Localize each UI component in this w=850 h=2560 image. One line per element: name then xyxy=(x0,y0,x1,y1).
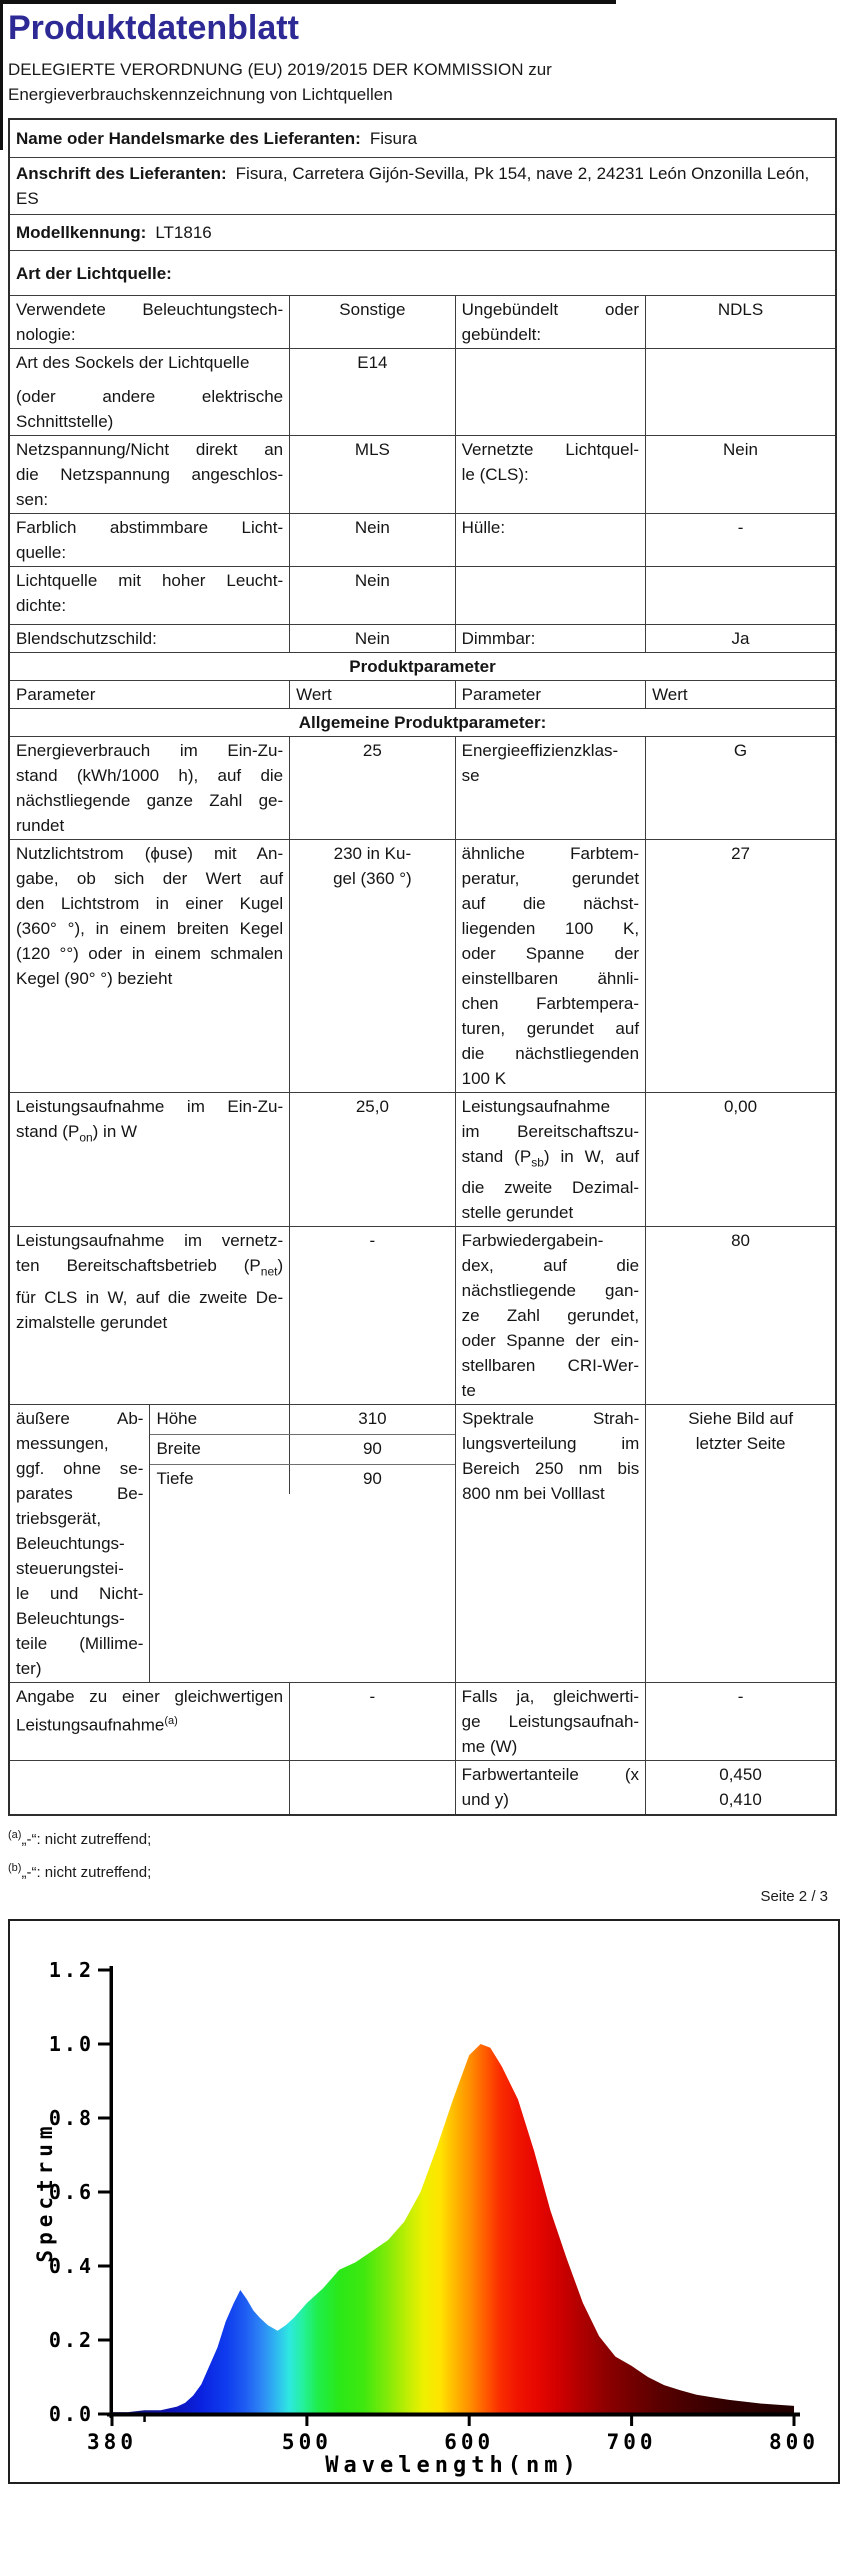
param-label xyxy=(10,737,289,839)
dimension-name: Tiefe xyxy=(156,1469,194,1489)
supplier-address-value: Fisura, Carretera Gijón-Sevilla, Pk 154, nave 2, 24231 León Onzonilla León, ES xyxy=(16,164,810,208)
light-source-type-row xyxy=(10,250,835,295)
footnote-b: $^{(b)}$„-“: nicht zutreffend; xyxy=(8,1862,152,1882)
param-label xyxy=(10,296,289,348)
param-value: NDLS xyxy=(645,296,835,348)
dimension-name: Breite xyxy=(156,1439,201,1459)
section-header-general-params: Allgemeine Produktparameter: xyxy=(10,708,835,736)
text-line: Siehe Bild auf xyxy=(688,1409,794,1429)
table-row-useful-flux xyxy=(10,839,835,1092)
param-label xyxy=(455,296,645,348)
table-row-on-mode-power xyxy=(10,1092,835,1226)
text-line: ge Leistungsaufnah- xyxy=(461,1712,640,1732)
text-line: triebsgerät, xyxy=(16,1509,102,1529)
text-line: lungsverteilung im xyxy=(462,1434,640,1454)
param-value: 80 xyxy=(645,1227,835,1404)
text-line: stellbaren CRI-Wer- xyxy=(461,1356,640,1376)
empty-cell xyxy=(645,349,835,435)
param-value xyxy=(645,1405,835,1682)
text-line: stelle gerundet xyxy=(461,1203,574,1223)
text-line: zimalstelle gerundet xyxy=(16,1312,168,1332)
empty-cell xyxy=(289,1761,455,1814)
text-line: Angabe zu einer gleichwertigen xyxy=(16,1687,284,1707)
text-line: Energieeffizienzklas- xyxy=(461,741,619,760)
subscript: net xyxy=(260,1264,278,1279)
param-value: 25 xyxy=(289,737,455,839)
empty-cell xyxy=(10,1761,289,1814)
text-line: ze Zahl gerundet, xyxy=(461,1306,640,1326)
datasheet-table xyxy=(8,118,837,1816)
text-line: dex, auf die xyxy=(461,1256,640,1276)
param-label: Blendschutzschild: xyxy=(16,629,157,648)
section-header-product-params: Produktparameter xyxy=(10,652,835,680)
text-line: te xyxy=(461,1381,476,1401)
text-line: Spektrale Strah- xyxy=(462,1409,640,1429)
text-line: (360° °), in einem breiten Kegel xyxy=(16,919,284,938)
text-line: Lichtquelle mit hoher Leucht- xyxy=(16,571,284,590)
param-value: - xyxy=(289,1683,455,1760)
text-line: le (CLS): xyxy=(461,465,529,484)
y-axis-label: Spectrum xyxy=(33,2121,57,2263)
svg-text:1.0: 1.0 xyxy=(48,2032,94,2057)
text-line: gabe, ob sich der Wert auf xyxy=(16,869,284,888)
table-row-energy-consumption xyxy=(10,736,835,839)
text-line: (oder andere elektrische xyxy=(16,387,284,406)
text-line: parates Be- xyxy=(16,1484,144,1504)
param-value: E14 xyxy=(289,349,455,435)
text-line: Bereich 250 nm bis xyxy=(462,1459,640,1479)
param-value: Nein xyxy=(289,514,455,566)
model-id-label: Modellkennung: xyxy=(16,223,147,242)
text-line: Art des Sockels der Lichtquelle xyxy=(16,353,250,372)
table-row-color-tunable xyxy=(10,513,835,566)
text-line: oder Spanne der xyxy=(461,944,640,963)
supplier-name-label: Name oder Handelsmarke des Lieferanten: xyxy=(16,129,361,148)
svg-text:0.6: 0.6 xyxy=(48,2180,94,2205)
column-header: Wert xyxy=(289,681,455,708)
svg-text:700: 700 xyxy=(606,2430,657,2455)
text-line: gebündelt: xyxy=(461,325,542,344)
regulation-subtitle-line2: Energieverbrauchskennzeichnung von Lichtquellen xyxy=(8,85,393,104)
text-line: Beleuchtungs- xyxy=(16,1609,125,1629)
dimensions-label xyxy=(10,1405,149,1682)
param-label xyxy=(455,1405,645,1682)
supplier-name-value: Fisura xyxy=(369,129,418,148)
light-source-type-label: Art der Lichtquelle: xyxy=(16,263,172,283)
footnote-ref: (a) xyxy=(164,1715,178,1728)
text-line: Netzspannung/Nicht direkt an xyxy=(16,440,284,459)
spectrum-chart-figure xyxy=(8,1919,840,2484)
param-label xyxy=(455,1761,645,1814)
table-row-socket xyxy=(10,348,835,435)
svg-text:0.0: 0.0 xyxy=(48,2402,94,2427)
text-line: dichte: xyxy=(16,596,67,615)
svg-text:0.2: 0.2 xyxy=(48,2328,94,2353)
subscript: sb xyxy=(531,1155,544,1170)
text-line: die nächstliegenden xyxy=(461,1044,640,1063)
supplier-address-label: Anschrift des Lieferanten: xyxy=(16,164,227,183)
svg-text:0.8: 0.8 xyxy=(48,2106,94,2131)
text-line: stand (kWh/1000 h), auf die xyxy=(16,766,284,785)
param-value: Ja xyxy=(645,625,835,652)
text-line: Leistungsaufnahme im Ein-Zu- xyxy=(16,1097,284,1116)
page-number: Seite 2 / 3 xyxy=(760,1888,828,1906)
text-line: 800 nm bei Volllast xyxy=(462,1484,605,1504)
subscript: on xyxy=(79,1130,93,1145)
text-line: 100 K xyxy=(461,1069,507,1088)
text-line: auf die nächst- xyxy=(461,894,640,913)
empty-cell xyxy=(455,349,645,435)
dimensions-subtable xyxy=(149,1405,455,1682)
text-line: quelle: xyxy=(16,543,67,562)
param-value: Sonstige xyxy=(289,296,455,348)
spectrum-chart xyxy=(10,1921,838,2482)
text-line: chen Farbtempera- xyxy=(461,994,640,1013)
param-label xyxy=(10,840,289,1092)
param-label: Dimmbar: xyxy=(455,625,645,652)
text-line: rundet xyxy=(16,816,65,835)
dimension-name: Höhe xyxy=(156,1409,198,1429)
param-value xyxy=(645,1761,835,1814)
text-line: gel (360 °) xyxy=(333,869,412,888)
scan-artifact-left xyxy=(0,0,3,150)
param-label xyxy=(455,436,645,513)
model-id-value: LT1816 xyxy=(155,223,212,242)
supplier-name-row xyxy=(10,120,835,157)
text-line: nächstliegende gan- xyxy=(461,1281,640,1301)
param-value: - xyxy=(645,514,835,566)
text-line: (120 °°) oder in einem schmalen xyxy=(16,944,284,963)
text-line: 230 in Ku- xyxy=(333,844,412,863)
spectrum-curve xyxy=(112,2044,794,2414)
empty-cell xyxy=(455,567,645,624)
regulation-subtitle xyxy=(8,57,850,107)
page-title: Produktdatenblatt xyxy=(8,9,299,47)
x-axis xyxy=(107,2413,800,2417)
dimension-value: 90 xyxy=(289,1435,455,1464)
param-value: Nein xyxy=(645,436,835,513)
param-value: - xyxy=(645,1683,835,1760)
regulation-subtitle-line1: DELEGIERTE VERORDNUNG (EU) 2019/2015 DER KOMMISSION zur xyxy=(8,60,552,79)
text-line: im Bereitschaftszu- xyxy=(461,1122,640,1141)
text-line: die zweite Dezimal- xyxy=(461,1178,640,1198)
text-line: le und Nicht- xyxy=(16,1584,144,1604)
svg-text:800: 800 xyxy=(769,2430,819,2455)
table-row-equivalent-power xyxy=(10,1682,835,1760)
param-label: Leistungsaufnahme im Ein-Zu- stand $(P_{on})$ in W xyxy=(10,1093,289,1226)
table-row-high-luminance xyxy=(10,566,835,624)
dimension-value: 90 xyxy=(289,1465,455,1494)
text-line: für CLS in W, auf die zweite De- xyxy=(16,1287,284,1307)
param-label xyxy=(10,349,289,435)
text-line: Energieverbrauch im Ein-Zu- xyxy=(16,741,284,760)
text-line: Schnittstelle) xyxy=(16,412,114,431)
text-line: nologie: xyxy=(16,325,76,344)
param-label: Leistungsaufnahme im vernetz- ten Bereitschaftsbetrieb $(P_{net})$ für CLS in W, auf die zweite De- zimalstelle gerundet xyxy=(10,1227,289,1404)
text-line: Farbwertanteile (x xyxy=(461,1765,640,1785)
supplier-address-row xyxy=(10,157,835,214)
param-value: 0,00 xyxy=(645,1093,835,1226)
table-row-technology xyxy=(10,295,835,348)
text-line: liegenden 100 K, xyxy=(461,919,640,938)
param-label: Hülle: xyxy=(455,514,645,566)
text-line: 0,410 xyxy=(719,1790,762,1810)
dimension-value: 310 xyxy=(289,1405,455,1434)
text-line: Falls ja, gleichwerti- xyxy=(461,1687,640,1707)
column-header-row xyxy=(10,680,835,708)
dimension-row-height xyxy=(150,1405,455,1435)
table-row-networked-standby-power xyxy=(10,1226,835,1404)
text-line: einstellbaren ähnli- xyxy=(461,969,640,988)
param-value: 27 xyxy=(645,840,835,1092)
table-row-chromaticity xyxy=(10,1760,835,1814)
text-line: den Lichtstrom in einer Kugel xyxy=(16,894,284,913)
param-label xyxy=(455,840,645,1092)
text-line: die Netzspannung angeschlos- xyxy=(16,465,284,484)
column-header: Parameter xyxy=(455,681,645,708)
text-line: und y) xyxy=(461,1790,509,1810)
text-line: Verwendete Beleuchtungstech- xyxy=(16,300,284,319)
text-line: me (W) xyxy=(461,1737,518,1757)
text-line: oder Spanne der ein- xyxy=(461,1331,640,1351)
param-label: Angabe zu einer gleichwertigen Leistungsaufnahme$^{(a)}$ xyxy=(10,1683,289,1760)
dimension-row-depth xyxy=(150,1465,455,1494)
table-row-glare-shield xyxy=(10,624,835,652)
text-line: nächstliegende ganze Zahl ge- xyxy=(16,791,284,810)
empty-cell xyxy=(645,567,835,624)
footnote-a: $^{(a)}$„-“: nicht zutreffend; xyxy=(8,1829,152,1849)
text-line: Ungebündelt oder xyxy=(461,300,640,319)
text-line: turen, gerundet auf xyxy=(461,1019,640,1038)
param-value xyxy=(289,840,455,1092)
dimension-row-width xyxy=(150,1435,455,1465)
param-value: G xyxy=(645,737,835,839)
model-id-row xyxy=(10,214,835,250)
text-line: peratur, gerundet xyxy=(461,869,640,888)
param-label xyxy=(10,514,289,566)
x-axis-label: Wavelength(nm) xyxy=(325,2453,581,2479)
text-line: Beleuchtungs- xyxy=(16,1534,125,1554)
text-line: Farbwiedergabein- xyxy=(461,1231,604,1251)
text-line: ter) xyxy=(16,1659,42,1679)
column-header: Wert xyxy=(645,681,835,708)
param-value: 25,0 xyxy=(289,1093,455,1226)
text-line: äußere Ab- xyxy=(16,1409,144,1429)
svg-text:500: 500 xyxy=(281,2430,332,2455)
text-line: Leistungsaufnahme im vernetz- xyxy=(16,1231,284,1251)
param-label: Leistungsaufnahme im Bereitschaftszu- stand $(P_{sb})$ in W, auf die zweite Dezimal- stelle gerundet xyxy=(455,1093,645,1226)
svg-text:600: 600 xyxy=(444,2430,495,2455)
text-line: letzter Seite xyxy=(695,1434,786,1454)
column-header: Parameter xyxy=(16,685,96,704)
param-value: Nein xyxy=(289,567,455,624)
param-value: - xyxy=(289,1227,455,1404)
text-line: messungen, xyxy=(16,1434,109,1454)
param-value: MLS xyxy=(289,436,455,513)
text-line: sen: xyxy=(16,490,49,509)
scan-artifact-top xyxy=(0,0,616,4)
text-line: Nutzlichtstrom (ϕuse) mit An- xyxy=(16,844,284,863)
table-row-dimensions xyxy=(10,1404,835,1682)
param-label xyxy=(455,1683,645,1760)
text-line: ähnliche Farbtem- xyxy=(461,844,640,863)
param-label xyxy=(10,567,289,624)
spectrum-svg xyxy=(10,1921,835,2482)
text-line: Kegel (90° °) bezieht xyxy=(16,969,173,988)
svg-text:380: 380 xyxy=(87,2430,137,2455)
svg-text:0.4: 0.4 xyxy=(48,2254,94,2279)
svg-text:1.2: 1.2 xyxy=(48,1958,94,1983)
text-line: Farblich abstimmbare Licht- xyxy=(16,518,284,537)
text-line: Leistungsaufnahme xyxy=(461,1097,611,1116)
text-line: teile (Millime- xyxy=(16,1634,144,1654)
text-line: se xyxy=(461,766,480,785)
text-line: ggf. ohne se- xyxy=(16,1459,144,1479)
param-label xyxy=(455,737,645,839)
text-line: steuerungstei- xyxy=(16,1559,124,1579)
table-row-mains xyxy=(10,435,835,513)
param-value: Nein xyxy=(289,625,455,652)
text-line: Vernetzte Lichtquel- xyxy=(461,440,640,459)
param-label xyxy=(10,436,289,513)
footnotes xyxy=(8,1826,850,1882)
param-label xyxy=(455,1227,645,1404)
text-line: 0,450 xyxy=(719,1765,762,1785)
